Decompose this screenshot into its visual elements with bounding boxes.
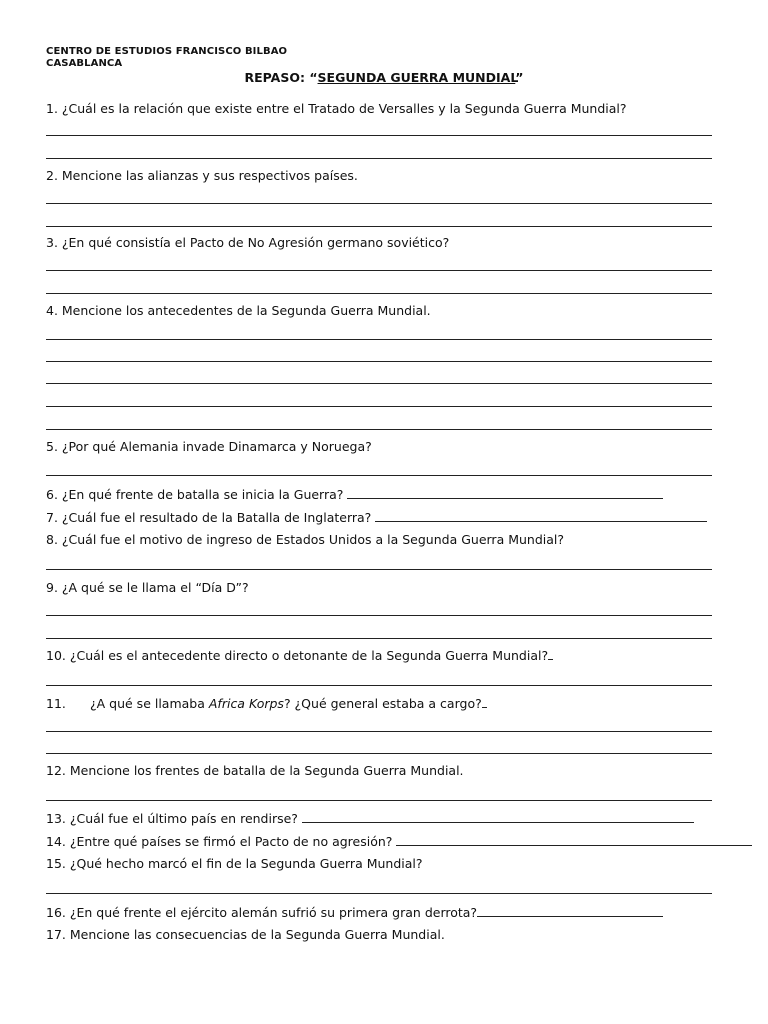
answer-line xyxy=(482,695,487,708)
answer-line xyxy=(302,810,694,823)
answer-line xyxy=(46,475,712,476)
title-underlined: SEGUNDA GUERRA MUNDIAL xyxy=(317,70,516,85)
answer-line xyxy=(46,731,712,732)
question-6: 6. ¿En qué frente de batalla se inicia la Guerra? xyxy=(46,486,663,502)
answer-line xyxy=(46,203,712,204)
answer-line xyxy=(46,615,712,616)
question-15: 15. ¿Qué hecho marcó el fin de la Segunda Guerra Mundial? xyxy=(46,856,423,871)
question-8: 8. ¿Cuál fue el motivo de ingreso de Estados Unidos a la Segunda Guerra Mundial? xyxy=(46,532,565,547)
question-4: 4. Mencione los antecedentes de la Segunda Guerra Mundial. xyxy=(46,303,431,318)
answer-line xyxy=(46,158,712,159)
answer-line xyxy=(46,753,712,754)
question-9: 9. ¿A qué se le llama el “Día D”? xyxy=(46,580,249,595)
answer-line xyxy=(46,339,712,340)
question-1: 1. ¿Cuál es la relación que existe entre el Tratado de Versalles y la Segunda Guerra Mundial? xyxy=(46,101,627,116)
question-12: 12. Mencione los frentes de batalla de la Segunda Guerra Mundial. xyxy=(46,763,464,778)
answer-line xyxy=(46,383,712,384)
answer-line xyxy=(46,569,712,570)
answer-line xyxy=(375,509,707,522)
answer-line xyxy=(347,486,663,499)
answer-line xyxy=(46,293,712,294)
africa-korps: Africa Korps xyxy=(208,696,284,711)
question-2: 2. Mencione las alianzas y sus respectivos países. xyxy=(46,168,358,183)
question-11: 11. ¿A qué se llamaba Africa Korps? ¿Qué general estaba a cargo? xyxy=(46,695,487,711)
question-3: 3. ¿En qué consistía el Pacto de No Agresión germano soviético? xyxy=(46,235,450,250)
answer-line xyxy=(396,833,752,846)
answer-line xyxy=(477,904,663,917)
school-name: CENTRO DE ESTUDIOS FRANCISCO BILBAO xyxy=(46,46,288,57)
answer-line xyxy=(46,270,712,271)
answer-line xyxy=(46,361,712,362)
answer-line xyxy=(46,685,712,686)
question-16: 16. ¿En qué frente el ejército alemán sufrió su primera gran derrota? xyxy=(46,904,663,920)
answer-line xyxy=(46,226,712,227)
answer-line xyxy=(46,135,712,136)
page-title: REPASO: “SEGUNDA GUERRA MUNDIAL” xyxy=(244,70,524,85)
question-5: 5. ¿Por qué Alemania invade Dinamarca y Noruega? xyxy=(46,439,372,454)
question-10: 10. ¿Cuál es el antecedente directo o detonante de la Segunda Guerra Mundial? xyxy=(46,647,553,663)
answer-line xyxy=(46,893,712,894)
answer-line xyxy=(46,638,712,639)
answer-line xyxy=(46,429,712,430)
answer-line xyxy=(548,647,553,660)
question-13: 13. ¿Cuál fue el último país en rendirse? xyxy=(46,810,694,826)
answer-line xyxy=(46,800,712,801)
school-city: CASABLANCA xyxy=(46,58,123,69)
question-14: 14. ¿Entre qué países se firmó el Pacto de no agresión? xyxy=(46,833,752,849)
question-17: 17. Mencione las consecuencias de la Segunda Guerra Mundial. xyxy=(46,927,445,942)
answer-line xyxy=(46,406,712,407)
question-7: 7. ¿Cuál fue el resultado de la Batalla de Inglaterra? xyxy=(46,509,707,525)
